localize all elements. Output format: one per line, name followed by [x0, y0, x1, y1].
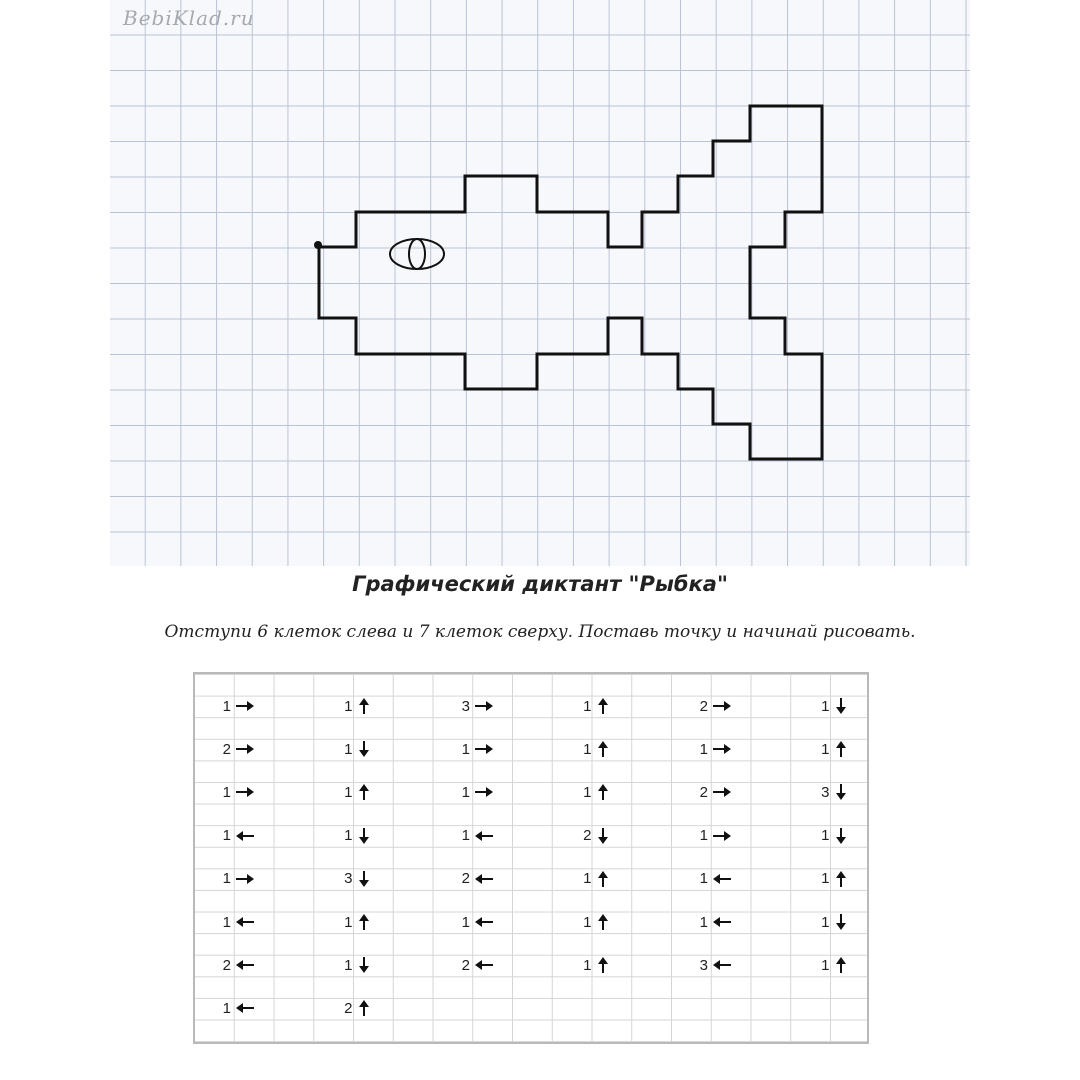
- dictation-step: [672, 869, 732, 889]
- dictation-table: [193, 672, 869, 1044]
- arrow-up-icon: [596, 698, 614, 714]
- arrow-left-icon: [474, 957, 494, 973]
- arrow-up-icon: [834, 741, 852, 757]
- step-count: 1: [699, 913, 708, 931]
- dictation-step: [791, 955, 851, 975]
- watermark: BebiKlad.ru: [123, 6, 255, 30]
- step-count: 3: [699, 956, 708, 974]
- dictation-step: [195, 869, 255, 889]
- arrow-left-icon: [235, 914, 255, 930]
- arrow-left-icon: [474, 871, 494, 887]
- arrow-down-icon: [834, 784, 852, 800]
- step-count: 1: [583, 870, 592, 888]
- arrow-right-icon: [474, 741, 494, 757]
- step-count: 1: [344, 783, 353, 801]
- arrow-up-icon: [357, 784, 375, 800]
- dictation-step: [314, 955, 374, 975]
- dictation-step: [434, 826, 494, 846]
- arrow-left-icon: [712, 957, 732, 973]
- arrow-down-icon: [834, 698, 852, 714]
- step-count: 1: [461, 740, 470, 758]
- dictation-step: [553, 739, 613, 759]
- step-count: 1: [344, 956, 353, 974]
- arrow-up-icon: [596, 784, 614, 800]
- arrow-up-icon: [596, 741, 614, 757]
- dictation-step: [434, 696, 494, 716]
- arrow-right-icon: [235, 784, 255, 800]
- arrow-down-icon: [357, 741, 375, 757]
- graph-paper: [110, 0, 970, 566]
- step-count: 1: [222, 783, 231, 801]
- arrow-up-icon: [357, 1000, 375, 1016]
- arrow-up-icon: [596, 914, 614, 930]
- dictation-step: [195, 955, 255, 975]
- arrow-down-icon: [357, 871, 375, 887]
- dictation-step: [791, 826, 851, 846]
- arrow-right-icon: [235, 871, 255, 887]
- arrow-right-icon: [235, 698, 255, 714]
- step-count: 2: [222, 956, 231, 974]
- step-count: 2: [344, 999, 353, 1017]
- step-count: 1: [583, 913, 592, 931]
- dictation-step: [314, 739, 374, 759]
- dictation-step: [791, 869, 851, 889]
- step-count: 1: [583, 697, 592, 715]
- dictation-step: [314, 869, 374, 889]
- step-count: 1: [461, 913, 470, 931]
- start-dot: [314, 241, 322, 249]
- dictation-step: [791, 739, 851, 759]
- step-count: 1: [461, 827, 470, 845]
- step-count: 1: [344, 913, 353, 931]
- dictation-step: [314, 998, 374, 1018]
- arrow-down-icon: [357, 828, 375, 844]
- dictation-step: [791, 696, 851, 716]
- arrow-right-icon: [712, 828, 732, 844]
- dictation-step: [434, 912, 494, 932]
- arrow-left-icon: [235, 1000, 255, 1016]
- step-count: 1: [821, 827, 830, 845]
- step-count: 2: [222, 740, 231, 758]
- step-count: 3: [821, 783, 830, 801]
- arrow-down-icon: [357, 957, 375, 973]
- dictation-step: [553, 826, 613, 846]
- fish-eye-pupil: [409, 239, 425, 269]
- dictation-step: [195, 826, 255, 846]
- arrow-right-icon: [712, 741, 732, 757]
- arrow-down-icon: [596, 828, 614, 844]
- step-count: 1: [222, 697, 231, 715]
- step-count: 1: [821, 870, 830, 888]
- fish-eye-outer: [390, 239, 444, 269]
- dictation-step: [791, 782, 851, 802]
- step-count: 1: [583, 783, 592, 801]
- arrow-right-icon: [474, 698, 494, 714]
- arrow-up-icon: [596, 957, 614, 973]
- arrow-up-icon: [834, 957, 852, 973]
- arrow-up-icon: [357, 698, 375, 714]
- step-count: 1: [583, 956, 592, 974]
- dictation-step: [195, 998, 255, 1018]
- arrow-up-icon: [834, 871, 852, 887]
- dictation-step: [672, 739, 732, 759]
- dictation-step: [314, 696, 374, 716]
- arrow-left-icon: [474, 828, 494, 844]
- arrow-up-icon: [357, 914, 375, 930]
- dictation-step: [553, 912, 613, 932]
- dictation-step: [314, 826, 374, 846]
- arrow-left-icon: [235, 957, 255, 973]
- step-count: 2: [461, 956, 470, 974]
- step-count: 1: [821, 697, 830, 715]
- dictation-step: [314, 782, 374, 802]
- step-count: 2: [461, 870, 470, 888]
- dictation-step: [672, 955, 732, 975]
- step-count: 1: [699, 740, 708, 758]
- arrow-down-icon: [834, 828, 852, 844]
- dictation-step: [553, 869, 613, 889]
- step-count: 2: [699, 783, 708, 801]
- step-count: 2: [699, 697, 708, 715]
- dictation-step: [195, 782, 255, 802]
- arrow-right-icon: [712, 784, 732, 800]
- arrow-left-icon: [712, 871, 732, 887]
- dictation-step: [672, 696, 732, 716]
- step-count: 1: [222, 999, 231, 1017]
- dictation-step: [195, 912, 255, 932]
- step-count: 1: [821, 740, 830, 758]
- step-count: 1: [699, 827, 708, 845]
- fish-outline: [319, 106, 822, 459]
- arrow-left-icon: [474, 914, 494, 930]
- step-count: 1: [344, 827, 353, 845]
- dictation-step: [314, 912, 374, 932]
- step-count: 1: [222, 827, 231, 845]
- arrow-up-icon: [596, 871, 614, 887]
- step-count: 1: [461, 783, 470, 801]
- dictation-step: [553, 696, 613, 716]
- dictation-step: [195, 739, 255, 759]
- arrow-down-icon: [834, 914, 852, 930]
- arrow-left-icon: [235, 828, 255, 844]
- page-title: Графический диктант "Рыбка": [352, 572, 728, 596]
- arrow-right-icon: [474, 784, 494, 800]
- step-count: 1: [583, 740, 592, 758]
- dictation-step: [434, 739, 494, 759]
- arrow-left-icon: [712, 914, 732, 930]
- step-count: 1: [344, 697, 353, 715]
- step-count: 3: [461, 697, 470, 715]
- step-count: 1: [821, 956, 830, 974]
- dictation-step: [672, 826, 732, 846]
- step-count: 1: [344, 740, 353, 758]
- dictation-step: [553, 782, 613, 802]
- step-count: 1: [222, 913, 231, 931]
- step-count: 1: [699, 870, 708, 888]
- dictation-step: [195, 696, 255, 716]
- dictation-step: [791, 912, 851, 932]
- step-count: 2: [583, 827, 592, 845]
- fish-drawing: [110, 0, 970, 566]
- arrow-right-icon: [712, 698, 732, 714]
- dictation-step: [434, 782, 494, 802]
- dictation-step: [434, 869, 494, 889]
- step-count: 1: [222, 870, 231, 888]
- instruction-text: Отступи 6 клеток слева и 7 клеток сверху. Поставь точку и начинай рисовать.: [164, 622, 916, 642]
- dictation-step: [672, 912, 732, 932]
- dictation-step: [434, 955, 494, 975]
- dictation-step: [553, 955, 613, 975]
- step-count: 3: [344, 870, 353, 888]
- arrow-right-icon: [235, 741, 255, 757]
- step-count: 1: [821, 913, 830, 931]
- dictation-step: [672, 782, 732, 802]
